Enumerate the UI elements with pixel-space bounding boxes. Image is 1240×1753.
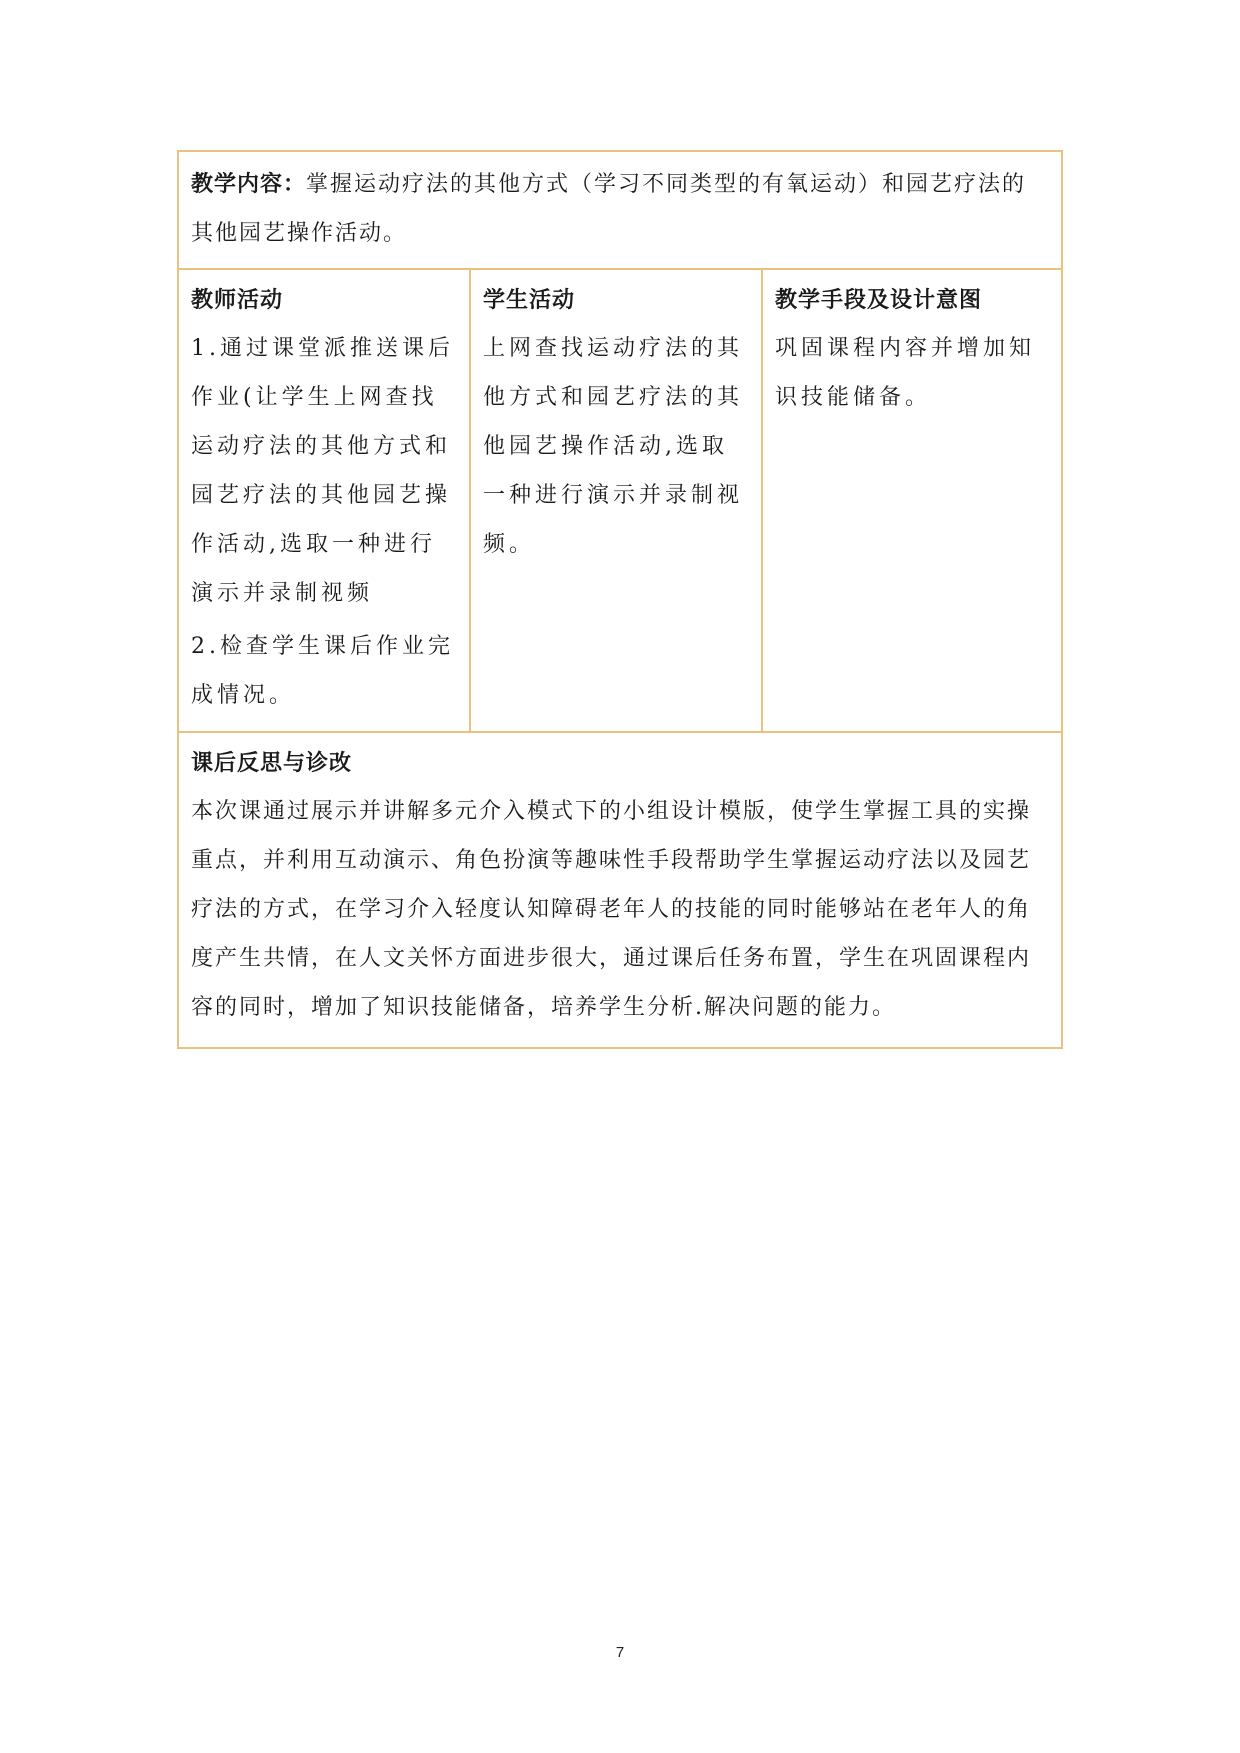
reflection-row bbox=[178, 732, 1062, 1048]
teacher-activity-item-1: 1.通过课堂派推送课后作业(让学生上网查找运动疗法的其他方式和园艺疗法的其他园艺操作活动,选取一种进行演示并录制视频 bbox=[191, 336, 454, 606]
teaching-content-row bbox=[178, 151, 1062, 269]
design-intent-text: 巩固课程内容并增加知识技能储备。 bbox=[775, 336, 1036, 410]
student-activity-text: 上网查找运动疗法的其他方式和园艺疗法的其他园艺操作活动,选取一种进行演示并录制视频。 bbox=[483, 336, 744, 557]
teacher-activity-item-2: 2.检查学生课后作业完成情况。 bbox=[191, 634, 454, 708]
page-number: 7 bbox=[615, 1644, 625, 1661]
teaching-content-text: 掌握运动疗法的其他方式（学习不同类型的有氧运动）和园艺疗法的其他园艺操作活动。 bbox=[191, 172, 1027, 246]
design-intent-cell bbox=[762, 269, 1062, 732]
student-activity-cell bbox=[470, 269, 762, 732]
teacher-activity-heading: 教师活动 bbox=[191, 288, 284, 313]
reflection-cell bbox=[178, 732, 1062, 1048]
design-intent-heading: 教学手段及设计意图 bbox=[775, 288, 983, 313]
reflection-text: 本次课通过展示并讲解多元介入模式下的小组设计模版，使学生掌握工具的实操重点，并利用互动演示、角色扮演等趣味性手段帮助学生掌握运动疗法以及园艺疗法的方式，在学习介入轻度认知障碍老年人的技能的同时能够站在老年人的角度产生共情，在人文关怀方面进步很大，通过课后任务布置，学生在巩固课程内容的同时，增加了知识技能储备，培养学生分析.解决问题的能力。 bbox=[191, 799, 1032, 1020]
teaching-content-label: 教学内容： bbox=[191, 172, 307, 197]
student-activity-heading: 学生活动 bbox=[483, 288, 576, 313]
teacher-activity-cell bbox=[178, 269, 470, 732]
reflection-heading: 课后反思与诊改 bbox=[191, 751, 353, 776]
activity-row bbox=[178, 269, 1062, 732]
lesson-plan-table bbox=[177, 150, 1063, 1049]
teaching-content-cell bbox=[178, 151, 1062, 269]
